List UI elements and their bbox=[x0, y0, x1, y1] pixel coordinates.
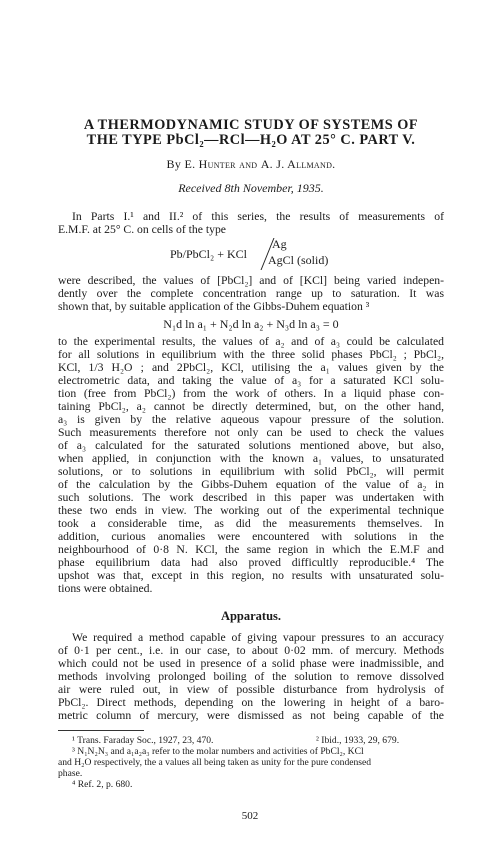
text-line: of a₃ calculated for the saturated solutions mentioned above, but also, bbox=[58, 439, 444, 452]
footnote-row-1 bbox=[58, 735, 444, 746]
footnote-3-cont: phase. bbox=[58, 768, 83, 779]
text-line: to the experimental results, the values of a₂ and of a₃ could be calculated bbox=[58, 335, 444, 348]
text-line: taining PbCl₂, a₂ cannot be directly determined, but, on the other hand, bbox=[58, 400, 444, 413]
footnote-rule bbox=[58, 730, 144, 731]
intro-line: In Parts I.¹ and II.² of this series, the results of measurements of bbox=[72, 210, 444, 223]
footnote-1: ¹ Trans. Faraday Soc., 1927, 23, 470. bbox=[72, 735, 214, 746]
text-line: electrometric data, and taking the value of a₃ for a saturated KCl solu- bbox=[58, 374, 444, 387]
footnote-3-cont: and H₂O respectively, the a values all being taken as unity for the pure condensed bbox=[58, 757, 372, 768]
text-line: tion (free from PbCl₂) from the work of others. In a liquid phase con- bbox=[58, 387, 444, 400]
paragraph-3 bbox=[58, 335, 444, 595]
text-line: were described, the values of [PbCl₂] and of [KCl] being varied indepen- bbox=[58, 274, 444, 287]
intro-line: E.M.F. at 25° C. on cells of the type bbox=[58, 223, 226, 236]
text-line: solutions, or to solutions in equilibrium with solid PbCl₂, will permit bbox=[58, 465, 444, 478]
text-line: when applied, in conjunction with the known a₁ values, to unsaturated bbox=[58, 452, 444, 465]
paragraph-4 bbox=[58, 631, 444, 722]
text-line: dently over the complete concentration range up to saturation. It was bbox=[58, 287, 444, 300]
paragraph-2 bbox=[58, 274, 444, 313]
footnotes bbox=[58, 735, 444, 790]
text-line: upshot was that, except in this region, no results with unsaturated solu- bbox=[58, 569, 444, 582]
cell-equation-left: Pb/PbCl₂ + KCl bbox=[170, 247, 247, 261]
received-date: Received 8th November, 1935. bbox=[178, 181, 324, 195]
text-line: tions were obtained. bbox=[58, 582, 153, 595]
footnote-4: ⁴ Ref. 2, p. 680. bbox=[72, 779, 133, 790]
page-number: 502 bbox=[241, 810, 259, 822]
text-line: of the calculation by the Gibbs-Duhem equation of the value of a₂ in bbox=[58, 478, 444, 491]
text-line: PbCl₂. Direct methods, depending on the lowering in height of a baro- bbox=[58, 696, 444, 709]
cell-equation-top: Ag bbox=[272, 237, 287, 251]
text-line: such solutions. The work described in this paper was undertaken with bbox=[58, 491, 444, 504]
text-line: these two ends in view. The working out of the experimental technique bbox=[58, 504, 444, 517]
author-second: A. J. Allmand. bbox=[260, 157, 336, 171]
paper-page bbox=[58, 118, 444, 790]
text-line: methods involving prolonged boiling of the solution to remove dissolved bbox=[58, 670, 444, 683]
text-line: Such measurements therefore not only can be used to check the values bbox=[58, 426, 444, 439]
author-line bbox=[58, 157, 444, 172]
paper-title bbox=[58, 118, 444, 148]
author-and: and bbox=[239, 157, 258, 171]
text-line: KCl, 1/3 H₂O ; and 2PbCl₂, KCl, utilising the a₁ values given by the bbox=[58, 361, 444, 374]
text-line: phase equilibrium data had also proved difficultly reproducible.⁴ The bbox=[58, 556, 444, 569]
text-line: We required a method capable of giving vapour pressures to an accuracy bbox=[72, 631, 444, 644]
intro-paragraph bbox=[58, 210, 444, 236]
footnote-3: ³ N₁N₂N₃ and a₁a₂a₃ refer to the molar numbers and activities of PbCl₂, KCl bbox=[72, 746, 364, 757]
text-line: of 0·1 per cent., i.e. in our case, to about 0·02 mm. of mercury. Methods bbox=[58, 644, 444, 657]
text-line: addition, curious anomalies were encountered with solutions in the bbox=[58, 530, 444, 543]
cell-equation bbox=[58, 236, 444, 274]
text-line: for all solutions in equilibrium with the three solid phases PbCl₂ ; PbCl₂, bbox=[58, 348, 444, 361]
title-line-2: THE TYPE PbCl₂—RCl—H₂O AT 25° C. PART V. bbox=[86, 132, 416, 148]
author-first: E. Hunter bbox=[184, 157, 236, 171]
text-line: a₃ is given by the relative aqueous vapour pressure of the solution. bbox=[58, 413, 444, 426]
text-line: which could not be used in presence of a solid phase were inadmissible, and bbox=[58, 657, 444, 670]
text-line: took a considerable time, as did the measurements themselves. In bbox=[58, 517, 444, 530]
text-line: air were ruled out, in view of possible disturbance from hydrolysis of bbox=[58, 683, 444, 696]
title-line-1: A THERMODYNAMIC STUDY OF SYSTEMS OF bbox=[83, 117, 419, 133]
section-heading: Apparatus. bbox=[220, 609, 282, 623]
cell-equation-bottom: AgCl (solid) bbox=[268, 253, 329, 267]
footnote-2: ² Ibid., 1933, 29, 679. bbox=[316, 735, 400, 746]
text-line: metric column of mercury, were dismissed as not being capable of the bbox=[58, 709, 444, 722]
text-line: shown that, by suitable application of the Gibbs-Duhem equation ³ bbox=[58, 300, 370, 313]
gibbs-duhem-equation: N₁d ln a₁ + N₂d ln a₂ + N₃d ln a₃ = 0 bbox=[163, 317, 339, 331]
text-line: neighbourhood of 0·8 N. KCl, the same region in which the E.M.F and bbox=[58, 543, 444, 556]
author-by: By bbox=[166, 157, 182, 171]
